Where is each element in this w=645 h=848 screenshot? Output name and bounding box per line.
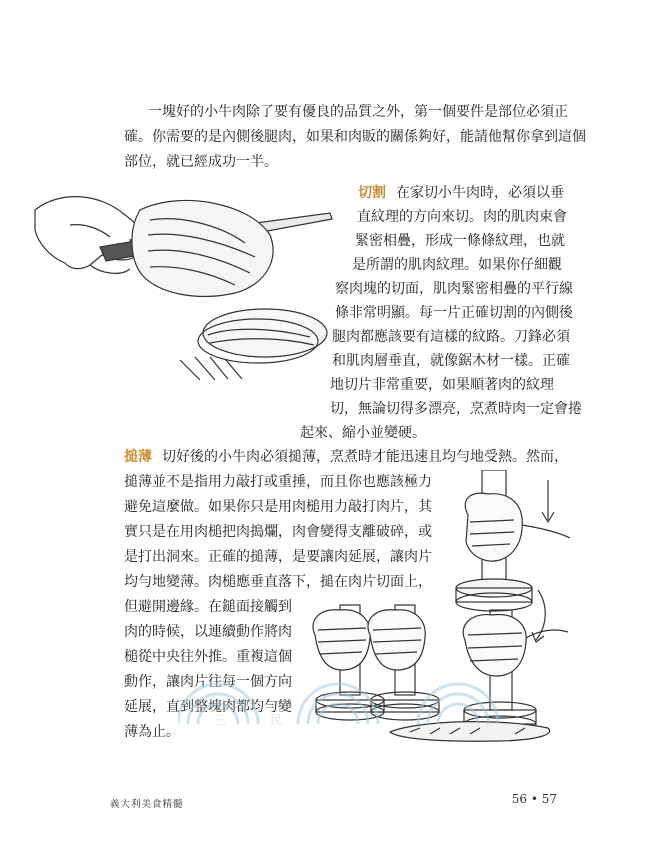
watermark-char: 民 [270, 713, 283, 727]
pounding-line: 動作，讓肉片往每一個方向 [124, 674, 292, 690]
pounding-line: 肉的時候，以連續動作將肉 [124, 624, 292, 640]
cutting-line: 切，無論切得多漂亮，烹煮時肉一定會捲 [330, 401, 582, 417]
cutting-line: 地切片非常重要，如果順著肉的紋理 [330, 377, 554, 393]
cutting-line: 緊密相疊，形成一條條紋理，也就 [355, 233, 565, 249]
knife-cutting-illustration [30, 185, 335, 385]
cutting-line: 腿肉都應該要有這樣的紋路。刀鋒必須 [332, 329, 570, 345]
pounding-line: 是打出洞來。正確的搥薄，是要讓肉延展，讓肉片 [124, 549, 432, 565]
cutting-line: 和肌肉層垂直，就像鋸木材一樣。正確 [332, 353, 570, 369]
cutting-line: 察肉塊的切面，肌肉緊密相疊的平行線 [335, 281, 573, 297]
cutting-line: 起來、縮小並變硬。 [300, 425, 426, 441]
pounding-line: 避免這麼做。如果你只是用肉槌用力敲打肉片，其 [124, 499, 432, 515]
pounding-line: 實只是在用肉槌把肉搗爛，肉會變得支離破碎，或 [124, 524, 432, 540]
pounding-line: 但避開邊緣。在鎚面接觸到 [124, 599, 292, 615]
intro-line: 一塊好的小牛肉除了要有優良的品質之外，第一個要件是部位必須正 [148, 104, 568, 120]
intro-line: 確。你需要的是內側後腿肉，如果和肉販的關係夠好，能請他幫你拿到這個 [124, 129, 586, 145]
pounding-line: 切好後的小牛肉必須搥薄，烹煮時才能迅速且均勻地受熱。然而， [162, 449, 568, 465]
footer-book-title: 義大利美食精髓 [110, 799, 184, 810]
pounding-line: 延展，直到整塊肉都均勻變 [124, 699, 292, 715]
pounding-line: 槌從中央往外推。重複這個 [124, 649, 292, 665]
pounding-line: 均勻地變薄。肉槌應垂直落下，搥在肉片切面上， [124, 574, 432, 590]
pounding-heading: 搥薄 [124, 449, 152, 465]
pounding-line: 薄為止。 [124, 724, 180, 740]
cutting-line: 直紋理的方向來切。肉的肌肉束會 [357, 209, 567, 225]
cutting-line: 是所謂的肌肉紋理。如果你仔細觀 [352, 257, 562, 273]
cutting-heading: 切割 [358, 185, 386, 201]
watermark-logo [178, 672, 598, 728]
watermark-char: 三 [214, 713, 227, 727]
intro-line: 部位，就已經成功一半。 [124, 154, 278, 170]
cutting-line: 條非常明顯。每一片正確切割的內側後 [335, 305, 573, 321]
pounding-line: 搥薄並不是指用力敲打或重捶，而且你也應該極力 [124, 474, 432, 490]
cutting-line: 在家切小牛肉時，必須以垂 [396, 185, 564, 201]
footer-page-numbers: 56 • 57 [511, 792, 557, 806]
